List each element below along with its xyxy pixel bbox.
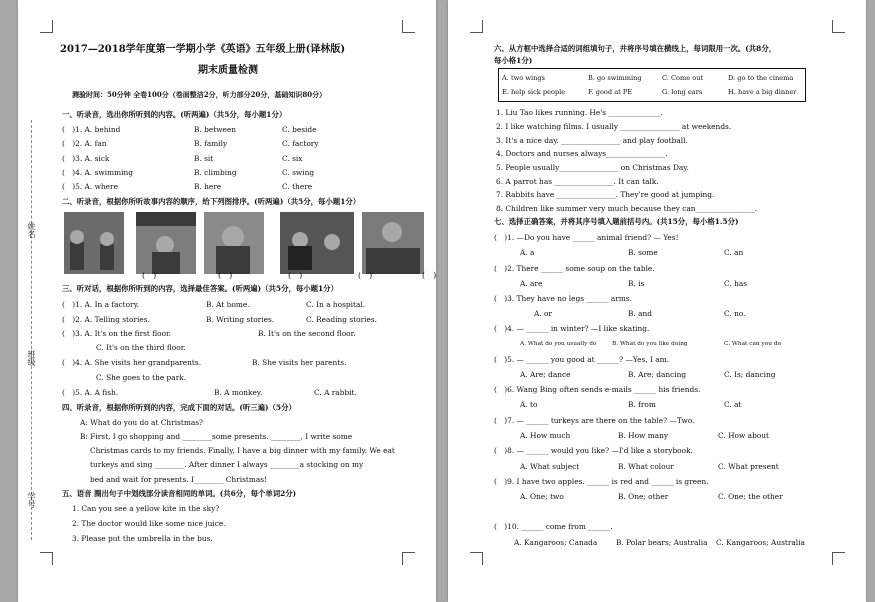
part2-heading: 二、听录音，根据你所听故事内容的顺序，给下列图排序。(听两遍)（共5分，每小题1分）: [62, 197, 361, 206]
part7-q3: ( )3. They have no legs ______ arms.: [494, 294, 632, 303]
part6-line-6: 6. A parrot has ________________. It can talk.: [496, 177, 659, 186]
part7-q9-c: C. One; the other: [718, 492, 783, 501]
exam-page-left: [18, 0, 436, 602]
part7-q4-b: B. What do you like doing: [612, 341, 688, 347]
part7-q5-b: B. Are; dancing: [628, 370, 687, 379]
part7-q10-c: C. Kangaroos; Australia: [716, 538, 805, 547]
part7-q4-a: A. What do you usually do: [520, 341, 597, 347]
part7-q8-c: C. What present: [718, 462, 779, 471]
part3-q5-b: B. A monkey.: [214, 388, 263, 397]
part7-heading: 七、选择正确答案，并将其序号填入题前括号内。(共15分，每小格1.5分): [494, 217, 739, 226]
story-picture-3: [204, 212, 264, 274]
part4-line-4: turkeys and sing ________. After dinner I always ________a stocking on my: [90, 460, 364, 469]
part3-q3-a: ( )3. A. It's on the first floor.: [62, 329, 172, 338]
part7-q6-b: B. from: [628, 400, 656, 409]
part7-q3-b: B. and: [628, 309, 653, 318]
part7-q7-a: A. How much: [520, 431, 571, 440]
box-option-f: F. good at PE: [588, 88, 633, 96]
order-blank-3[interactable]: ( ): [288, 271, 303, 280]
order-blank-5[interactable]: ( ): [422, 271, 436, 280]
box-option-c: C. Come out: [662, 74, 704, 82]
part7-q6: ( )6. Wang Bing often sends e-mails ______ his friends.: [494, 385, 701, 394]
order-blank-4[interactable]: ( ): [358, 271, 373, 280]
part7-q7-c: C. How about: [718, 431, 769, 440]
part3-q5-c: C. A rabbit.: [314, 388, 357, 397]
part3-q3-c: C. It's on the third floor.: [96, 343, 186, 352]
exam-title: 2017—2018学年度第一学期小学《英语》五年级上册(译林版): [60, 44, 346, 55]
story-picture-1: [64, 212, 124, 274]
part3-q4-a: ( )4. A. She visits her grandparents.: [62, 358, 202, 367]
part1-q5-b: B. here: [194, 182, 222, 191]
part3-q4-c: C. She goes to the park.: [96, 373, 187, 382]
binding-line: [31, 120, 32, 540]
part7-q4-c: C. What can you do: [724, 341, 782, 347]
part5-line-3: 3. Please put the umbrella in the bus.: [72, 534, 213, 543]
part3-q2-a: ( )2. A. Telling stories.: [62, 315, 150, 324]
box-option-g: G. long ears: [662, 88, 703, 96]
part6-line-8: 8. Children like summer very much because they can________________.: [496, 204, 757, 213]
exam-subtitle: 期末质量检测: [198, 65, 258, 76]
part6-line-2: 2. I like watching films. I usually ________________ at weekends.: [496, 122, 732, 131]
part7-q7-b: B. How many: [618, 431, 669, 440]
part7-q4: ( )4. — ______ in winter? —I like skating.: [494, 324, 650, 333]
part1-q4: ( )4. A. swimming: [62, 168, 133, 177]
name-label: 姓名: [27, 222, 36, 238]
part4-line-5: bed and wait for presents. I________ Christmas!: [90, 475, 268, 484]
part7-q5-a: A. Are; dance: [520, 370, 571, 379]
part7-q5-c: C. Is; dancing: [724, 370, 776, 379]
part1-q5: ( )5. A. where: [62, 182, 118, 191]
class-label: 班级: [27, 350, 36, 366]
box-option-e: E. help sick people: [502, 88, 566, 96]
part7-q1: ( )1. —Do you have ______ animal friend? — Yes!: [494, 233, 679, 242]
part1-q1-c: C. beside: [282, 125, 317, 134]
crop-mark: [470, 20, 483, 33]
part7-q2-a: A. are: [520, 279, 543, 288]
crop-mark: [832, 552, 845, 565]
part1-q5-c: C. there: [282, 182, 313, 191]
part5-line-1: 1. Can you see a yellow kite in the sky?: [72, 504, 220, 513]
box-option-b: B. go swimming: [588, 74, 642, 82]
part7-q8-a: A. What subject: [520, 462, 580, 471]
part7-q10: ( )10. ______ come from ______.: [494, 522, 613, 531]
part5-heading: 五、语音 圈出句子中划线部分读音相同的单词。(共6分，每个单词2分): [62, 489, 297, 498]
number-label: 学号: [27, 492, 36, 508]
part7-q3-c: C. no.: [724, 309, 746, 318]
part6-heading-2: 每小格1分): [494, 56, 533, 65]
order-blank-2[interactable]: ( ): [218, 271, 233, 280]
part6-line-7: 7. Rabbits have ________________. They're good at jumping.: [496, 190, 715, 199]
part4-line-3: Christmas cards to my friends. Finally, I have a big dinner with my family. We eat: [90, 446, 395, 455]
box-option-a: A. two wings: [502, 74, 545, 82]
box-option-h: H. have a big dinner: [728, 88, 797, 96]
part1-q1-b: B. between: [194, 125, 237, 134]
part7-q6-a: A. to: [520, 400, 538, 409]
part1-q4-b: B. climbing: [194, 168, 237, 177]
part6-line-3: 3. It's a nice day. ________________ and play football.: [496, 136, 688, 145]
part7-q10-a: A. Kangaroos; Canada: [514, 538, 598, 547]
part1-q3-b: B. sit: [194, 154, 214, 163]
part4-line-1: A: What do you do at Christmas?: [80, 418, 204, 427]
part7-q1-a: A. a: [520, 248, 535, 257]
box-option-d: D. go to the cinema: [728, 74, 794, 82]
part1-q2-b: B. family: [194, 139, 228, 148]
part7-q2-b: B. is: [628, 279, 645, 288]
part7-q9: ( )9. I have two apples. ______ is red and ______ is green.: [494, 477, 709, 486]
part5-line-2: 2. The doctor would like some nice juice.: [72, 519, 226, 528]
story-picture-5: [362, 212, 424, 274]
part4-heading: 四、听录音，根据你所听到的内容，完成下面的对话。(听三遍)（5分）: [62, 403, 296, 412]
part1-q3-c: C. six: [282, 154, 303, 163]
part7-q5: ( )5. — ______ you good at ______? —Yes, I am.: [494, 355, 669, 364]
part6-line-1: 1. Liu Tao likes running. He's ______________.: [496, 108, 663, 117]
part6-line-4: 4. Doctors and nurses always________________.: [496, 149, 668, 158]
story-picture-2: [136, 212, 196, 274]
part1-q4-c: C. swing: [282, 168, 315, 177]
part7-q9-a: A. One; two: [520, 492, 564, 501]
story-picture-4: [280, 212, 354, 274]
part3-q3-b: B. It's on the second floor.: [258, 329, 356, 338]
part7-q7: ( )7. — ______ turkeys are there on the table? —Two.: [494, 416, 695, 425]
part6-heading: 六、从方框中选择合适的词组填句子，并将序号填在横线上，每词限用一次。(共8分，: [494, 44, 777, 53]
part4-line-2: B: First, I go shopping and ________some presents. ________, I write some: [80, 432, 353, 441]
crop-mark: [40, 552, 53, 565]
part1-q3: ( )3. A. sick: [62, 154, 110, 163]
part3-q1-c: C. In a hospital.: [306, 300, 366, 309]
crop-mark: [470, 552, 483, 565]
part1-q1: ( )1. A. behind: [62, 125, 121, 134]
exam-page-right: [448, 0, 866, 602]
part7-q9-b: B. One; other: [618, 492, 669, 501]
part7-q2: ( )2. There ______ some soup on the table.: [494, 264, 655, 273]
part7-q3-a: A. or: [534, 309, 553, 318]
part6-line-5: 5. People usually________________ on Christmas Day.: [496, 163, 689, 172]
part1-q2: ( )2. A. fan: [62, 139, 107, 148]
part7-q6-c: C. at: [724, 400, 742, 409]
crop-mark: [40, 20, 53, 33]
part3-heading: 三、听对话，根据你所听到的内容，选择最佳答案。(听两遍)（共5分，每小题1分）: [62, 284, 338, 293]
crop-mark: [402, 552, 415, 565]
crop-mark: [832, 20, 845, 33]
part7-q8-b: B. What colour: [618, 462, 674, 471]
part3-q2-c: C. Reading stories.: [306, 315, 377, 324]
part7-q2-c: C. has: [724, 279, 748, 288]
part1-q2-c: C. factory: [282, 139, 319, 148]
part7-q10-b: B. Polar bears; Australia: [616, 538, 708, 547]
part3-q5-a: ( )5. A. A fish.: [62, 388, 119, 397]
crop-mark: [402, 20, 415, 33]
order-blank-1[interactable]: ( ): [142, 271, 157, 280]
part3-q4-b: B. She visits her parents.: [252, 358, 347, 367]
part1-heading: 一、听录音，选出你所听到的内容。(听两遍)（共5分，每小题1分）: [62, 110, 287, 119]
part7-q1-b: B. some: [628, 248, 658, 257]
part3-q1-a: ( )1. A. In a factory.: [62, 300, 140, 309]
part3-q1-b: B. At home.: [206, 300, 250, 309]
part7-q1-c: C. an: [724, 248, 744, 257]
part7-q8: ( )8. — ______ would you like? —I'd like a storybook.: [494, 446, 693, 455]
part3-q2-b: B. Writing stories.: [206, 315, 275, 324]
exam-info: 测验时间：50分钟 全卷100分（卷面整洁2分，听力部分20分，基础知识80分）: [72, 90, 327, 99]
